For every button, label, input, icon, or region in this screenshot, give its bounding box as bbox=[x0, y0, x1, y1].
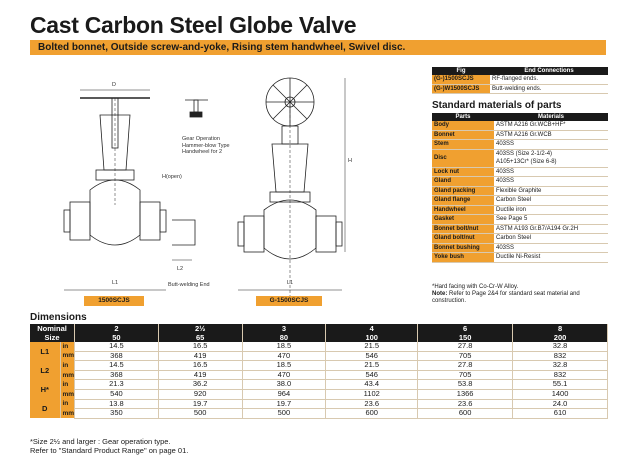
material-row bbox=[432, 149, 608, 167]
material-cell: ASTM A193 Gr.B7/A194 Gr.2H bbox=[494, 224, 608, 234]
dim-label-h-right: H bbox=[348, 158, 352, 164]
note-text: Refer to Page 2&4 for standard seat material and construction. bbox=[432, 291, 580, 304]
mm-size-header: 100 bbox=[326, 333, 418, 342]
material-cell: 403SS bbox=[494, 167, 608, 177]
material-row bbox=[432, 205, 608, 215]
part-name-cell: Bonnet bolt/nut bbox=[432, 224, 494, 234]
fig-cell: (G-)1500SCJS bbox=[432, 75, 490, 84]
material-cell: 403SS (Size 2-1/2-4) A105+13Cr* (Size 6-8) bbox=[494, 149, 608, 167]
dim-label-l1-right: L1 bbox=[287, 280, 294, 286]
parts-header: Parts bbox=[432, 113, 494, 121]
dimension-value-in: 23.6 bbox=[326, 399, 418, 409]
part-name-cell: Stem bbox=[432, 140, 494, 150]
dimension-value-in: 16.5 bbox=[158, 361, 242, 371]
dimension-label: L2 bbox=[30, 361, 60, 380]
dimension-value-in: 14.5 bbox=[75, 342, 159, 351]
material-cell: Ductile Ni-Resist bbox=[494, 253, 608, 263]
dimension-value-in: 16.5 bbox=[158, 342, 242, 351]
material-cell: Flexible Graphite bbox=[494, 186, 608, 196]
material-row bbox=[432, 196, 608, 206]
part-name-cell: Gland bolt/nut bbox=[432, 234, 494, 244]
right-valve-drawing bbox=[238, 78, 345, 300]
dimension-value-mm: 500 bbox=[158, 409, 242, 419]
dim-label-l2: L2 bbox=[177, 266, 184, 272]
dimension-value-mm: 1366 bbox=[418, 389, 513, 399]
part-name-cell: Gland packing bbox=[432, 186, 494, 196]
nominal-label: Nominal bbox=[30, 324, 75, 333]
dimension-value-in: 18.5 bbox=[242, 342, 326, 351]
material-row bbox=[432, 253, 608, 263]
dimension-value-mm: 705 bbox=[418, 370, 513, 380]
material-row bbox=[432, 140, 608, 150]
mm-size-header: 80 bbox=[242, 333, 326, 342]
dimension-value-mm: 1400 bbox=[513, 389, 608, 399]
part-name-cell: Handwheel bbox=[432, 205, 494, 215]
dimension-label: L1 bbox=[30, 342, 60, 361]
dimension-value-mm: 920 bbox=[158, 389, 242, 399]
dimension-value-in: 24.0 bbox=[513, 399, 608, 409]
mm-size-header: 65 bbox=[158, 333, 242, 342]
inch-size-header: 6 bbox=[418, 324, 513, 333]
dimension-value-in: 19.7 bbox=[158, 399, 242, 409]
dimension-value-in: 38.0 bbox=[242, 380, 326, 390]
materials-header: Materials bbox=[494, 113, 608, 121]
end-connection-cell: RF-flanged ends. bbox=[490, 75, 608, 84]
unit-mm-label: mm bbox=[60, 389, 75, 399]
material-cell: 403SS bbox=[494, 140, 608, 150]
mm-size-header: 200 bbox=[513, 333, 608, 342]
materials-heading: Standard materials of parts bbox=[432, 100, 562, 111]
dim-label-l1-left: L1 bbox=[112, 280, 119, 286]
dimension-row-in bbox=[30, 342, 608, 351]
fig-row bbox=[432, 75, 608, 84]
note-label: Note: bbox=[432, 291, 448, 297]
unit-mm-label: mm bbox=[60, 370, 75, 380]
material-cell: Ductile iron bbox=[494, 205, 608, 215]
subtitle-bar: Bolted bonnet, Outside screw-and-yoke, Rising stem handwheel, Swivel disc. bbox=[30, 40, 606, 55]
material-row bbox=[432, 224, 608, 234]
part-name-cell: Lock nut bbox=[432, 167, 494, 177]
valve-drawings bbox=[60, 70, 420, 310]
dimension-row-mm bbox=[30, 389, 608, 399]
material-cell: ASTM A216 Gr.WCB bbox=[494, 130, 608, 140]
unit-in-label: in bbox=[60, 399, 75, 409]
materials-body bbox=[432, 121, 608, 262]
material-row bbox=[432, 234, 608, 244]
dimension-value-mm: 419 bbox=[158, 351, 242, 361]
dimension-value-mm: 470 bbox=[242, 351, 326, 361]
dimension-value-mm: 832 bbox=[513, 370, 608, 380]
dimension-value-in: 27.8 bbox=[418, 342, 513, 351]
dimension-value-mm: 600 bbox=[326, 409, 418, 419]
inch-size-header: 3 bbox=[242, 324, 326, 333]
end-connections-header: End Connections bbox=[490, 67, 608, 75]
dim-label-butt-welding: Butt-welding End bbox=[168, 282, 210, 288]
dimension-value-mm: 419 bbox=[158, 370, 242, 380]
inch-size-header: 4 bbox=[326, 324, 418, 333]
fig-header: Fig bbox=[432, 67, 490, 75]
unit-in-label: in bbox=[60, 380, 75, 390]
unit-mm-label: mm bbox=[60, 409, 75, 419]
dimension-value-in: 18.5 bbox=[242, 361, 326, 371]
valve-drawing-svg bbox=[60, 70, 420, 310]
materials-note bbox=[432, 284, 612, 305]
unit-in-label: in bbox=[60, 361, 75, 371]
dimension-value-mm: 1102 bbox=[326, 389, 418, 399]
dimension-value-mm: 705 bbox=[418, 351, 513, 361]
end-connection-cell: Butt-welding ends. bbox=[490, 84, 608, 93]
material-cell: See Page 5 bbox=[494, 215, 608, 225]
dimension-value-in: 27.8 bbox=[418, 361, 513, 371]
material-row bbox=[432, 215, 608, 225]
left-valve-drawing bbox=[64, 90, 166, 290]
part-name-cell: Disc bbox=[432, 149, 494, 167]
mm-size-header: 150 bbox=[418, 333, 513, 342]
seat-material-note bbox=[432, 291, 612, 305]
nominal-inch-row bbox=[30, 324, 608, 333]
material-row bbox=[432, 186, 608, 196]
dimension-value-mm: 368 bbox=[75, 351, 159, 361]
fig-cell: (G-)W1500SCJS bbox=[432, 84, 490, 93]
dimensions-heading: Dimensions bbox=[30, 312, 87, 323]
dimension-value-mm: 546 bbox=[326, 370, 418, 380]
dimension-value-mm: 350 bbox=[75, 409, 159, 419]
unit-in-label: in bbox=[60, 342, 75, 351]
dim-label-h-open: H(open) bbox=[162, 174, 182, 180]
fig-table bbox=[432, 67, 608, 94]
dimension-value-in: 19.7 bbox=[242, 399, 326, 409]
material-cell: Carbon Steel bbox=[494, 196, 608, 206]
dimension-label: D bbox=[30, 399, 60, 418]
dimension-value-in: 43.4 bbox=[326, 380, 418, 390]
material-row bbox=[432, 121, 608, 130]
hard-facing-note: *Hard facing with Co-Cr-W Alloy. bbox=[432, 284, 519, 290]
badge-1500scjs: 1500SCJS bbox=[84, 296, 144, 306]
page-title: Cast Carbon Steel Globe Valve bbox=[30, 12, 357, 38]
unit-mm-label: mm bbox=[60, 351, 75, 361]
part-name-cell: Yoke bush bbox=[432, 253, 494, 263]
material-cell: 403SS bbox=[494, 243, 608, 253]
dimension-value-in: 36.2 bbox=[158, 380, 242, 390]
material-row bbox=[432, 243, 608, 253]
dimension-value-mm: 540 bbox=[75, 389, 159, 399]
material-row bbox=[432, 177, 608, 187]
dimension-value-in: 13.8 bbox=[75, 399, 159, 409]
inch-size-header: 2 bbox=[75, 324, 159, 333]
dimension-value-in: 21.3 bbox=[75, 380, 159, 390]
material-row bbox=[432, 167, 608, 177]
part-name-cell: Bonnet bushing bbox=[432, 243, 494, 253]
material-row bbox=[432, 130, 608, 140]
size-label: Size bbox=[30, 333, 75, 342]
dimensions-body bbox=[30, 324, 608, 418]
dimension-value-mm: 546 bbox=[326, 351, 418, 361]
dimension-value-in: 53.8 bbox=[418, 380, 513, 390]
dimension-value-mm: 964 bbox=[242, 389, 326, 399]
part-name-cell: Body bbox=[432, 121, 494, 130]
dimension-value-mm: 832 bbox=[513, 351, 608, 361]
fig-row bbox=[432, 84, 608, 93]
dimension-value-in: 14.5 bbox=[75, 361, 159, 371]
dimension-value-mm: 500 bbox=[242, 409, 326, 419]
dimension-value-mm: 368 bbox=[75, 370, 159, 380]
part-name-cell: Bonnet bbox=[432, 130, 494, 140]
dimension-value-mm: 600 bbox=[418, 409, 513, 419]
dim-label-d: D bbox=[112, 82, 116, 88]
footnote-gear-operation: *Size 2½ and larger : Gear operation type. bbox=[30, 437, 171, 446]
part-name-cell: Gland bbox=[432, 177, 494, 187]
material-cell: ASTM A216 Gr.WCB+HF* bbox=[494, 121, 608, 130]
part-name-cell: Gland flange bbox=[432, 196, 494, 206]
dimension-value-in: 55.1 bbox=[513, 380, 608, 390]
mm-size-header: 50 bbox=[75, 333, 159, 342]
dimension-value-in: 21.5 bbox=[326, 361, 418, 371]
badge-g-1500scjs: G-1500SCJS bbox=[256, 296, 322, 306]
materials-table bbox=[432, 113, 608, 263]
dimension-row-in bbox=[30, 361, 608, 371]
inch-size-header: 2½ bbox=[158, 324, 242, 333]
inch-size-header: 8 bbox=[513, 324, 608, 333]
dimension-value-in: 32.8 bbox=[513, 342, 608, 351]
dimension-value-mm: 610 bbox=[513, 409, 608, 419]
dimension-label: H* bbox=[30, 380, 60, 399]
dimensions-footnotes bbox=[30, 437, 188, 455]
material-cell: 403SS bbox=[494, 177, 608, 187]
dimension-value-mm: 470 bbox=[242, 370, 326, 380]
dimension-value-in: 32.8 bbox=[513, 361, 608, 371]
material-cell: Carbon Steel bbox=[494, 234, 608, 244]
gear-operation-note: Gear Operation Hammer-blow Type Handwheel for 2 bbox=[182, 136, 230, 155]
dimensions-table bbox=[30, 324, 608, 419]
butt-weld-detail bbox=[172, 100, 208, 260]
footnote-product-range: Refer to "Standard Product Range" on page 01. bbox=[30, 446, 189, 455]
dimension-value-in: 23.6 bbox=[418, 399, 513, 409]
part-name-cell: Gasket bbox=[432, 215, 494, 225]
dimension-row-mm bbox=[30, 409, 608, 419]
dimension-value-in: 21.5 bbox=[326, 342, 418, 351]
